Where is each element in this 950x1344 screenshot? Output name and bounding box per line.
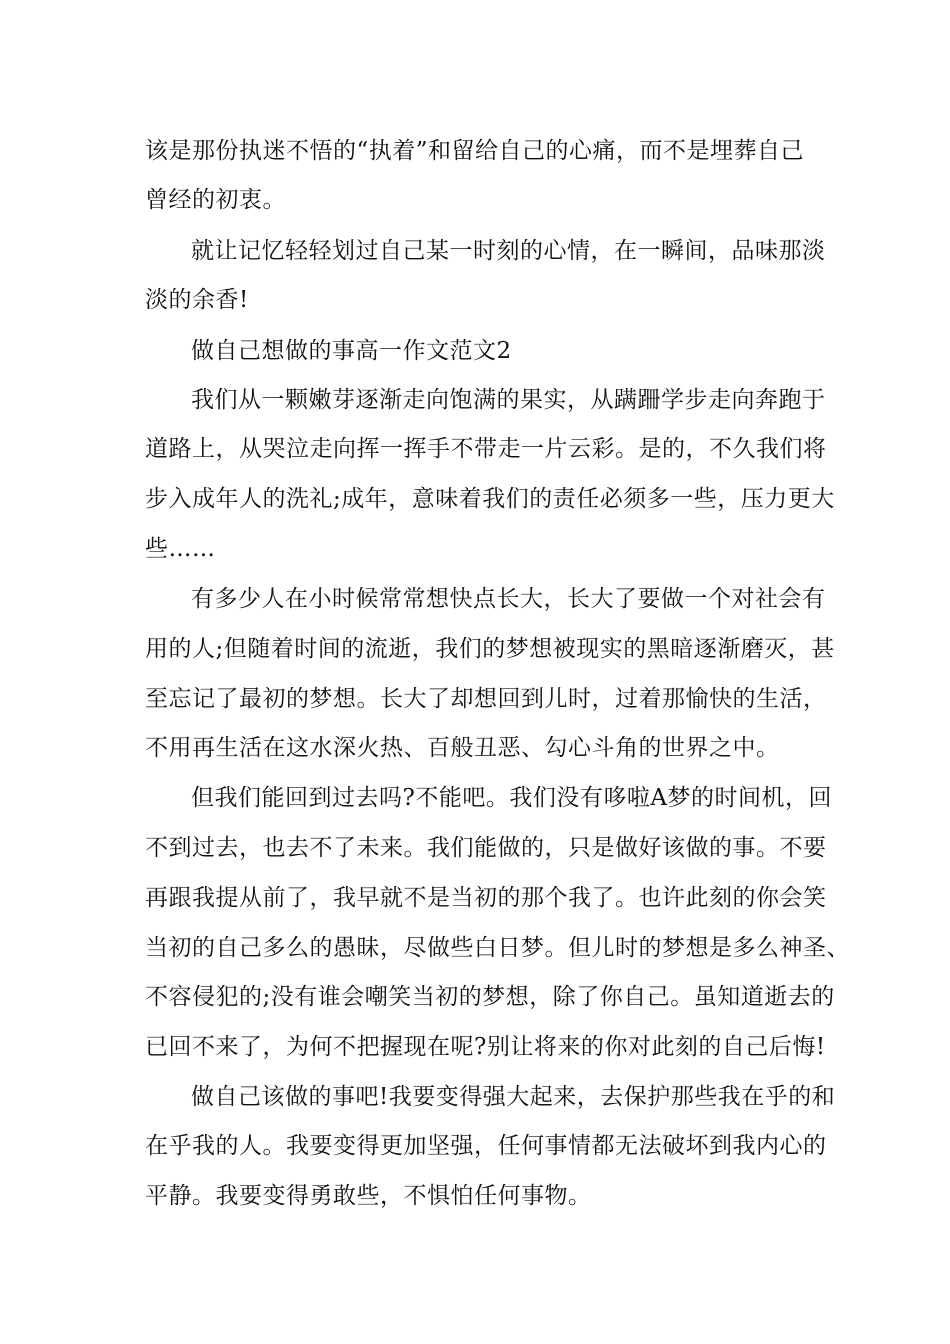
- text-line: 至忘记了最初的梦想。长大了却想回到儿时，过着那愉快的生活，: [145, 686, 827, 712]
- text-line: 不容侵犯的;没有谁会嘲笑当初的梦想，除了你自己。虽知道逝去的: [145, 984, 835, 1010]
- text-line: 不到过去，也去不了未来。我们能做的，只是做好该做的事。不要: [145, 835, 827, 861]
- paragraph-start-line: 但我们能回到过去吗?不能吧。我们没有哆啦A梦的时间机，回: [191, 785, 832, 811]
- text-line: 用的人;但随着时间的流逝，我们的梦想被现实的黑暗逐渐磨灭，甚: [145, 636, 835, 662]
- text-line: 平静。我要变得勇敢些，不惧怕任何事物。: [145, 1183, 592, 1209]
- paragraph-start-line: 就让记忆轻轻划过自己某一时刻的心情，在一瞬间，品味那淡: [191, 238, 826, 264]
- text-line: 道路上，从哭泣走向挥一挥手不带走一片云彩。是的，不久我们将: [145, 436, 827, 462]
- paragraph-start-line: 做自己该做的事吧!我要变得强大起来，去保护那些我在乎的和: [191, 1084, 836, 1110]
- text-line: 些……: [145, 536, 216, 562]
- text-line: 再跟我提从前了，我早就不是当初的那个我了。也许此刻的你会笑: [145, 885, 827, 911]
- text-line: 曾经的初衷。: [145, 187, 286, 213]
- paragraph-start-line: 我们从一颗嫩芽逐渐走向饱满的果实，从蹒跚学步走向奔跑于: [191, 387, 826, 413]
- text-line: 已回不来了，为何不把握现在呢?别让将来的你对此刻的自己后悔!: [145, 1034, 826, 1060]
- text-line: 步入成年人的洗礼;成年，意味着我们的责任必须多一些，压力更大: [145, 486, 835, 512]
- text-line: 该是那份执迷不悟的“执着”和留给自己的心痛，而不是埋葬自己: [145, 138, 805, 164]
- paragraph-start-line: 有多少人在小时候常常想快点长大，长大了要做一个对社会有: [191, 586, 826, 612]
- section-heading: 做自己想做的事高一作文范文2: [191, 338, 512, 364]
- text-line: 淡的余香!: [145, 287, 249, 313]
- text-line: 当初的自己多么的愚昧，尽做些白日梦。但儿时的梦想是多么神圣、: [145, 935, 850, 961]
- text-line: 在乎我的人。我要变得更加坚强，任何事情都无法破坏到我内心的: [145, 1133, 827, 1159]
- text-line: 不用再生活在这水深火热、百般丑恶、勾心斗角的世界之中。: [145, 735, 780, 761]
